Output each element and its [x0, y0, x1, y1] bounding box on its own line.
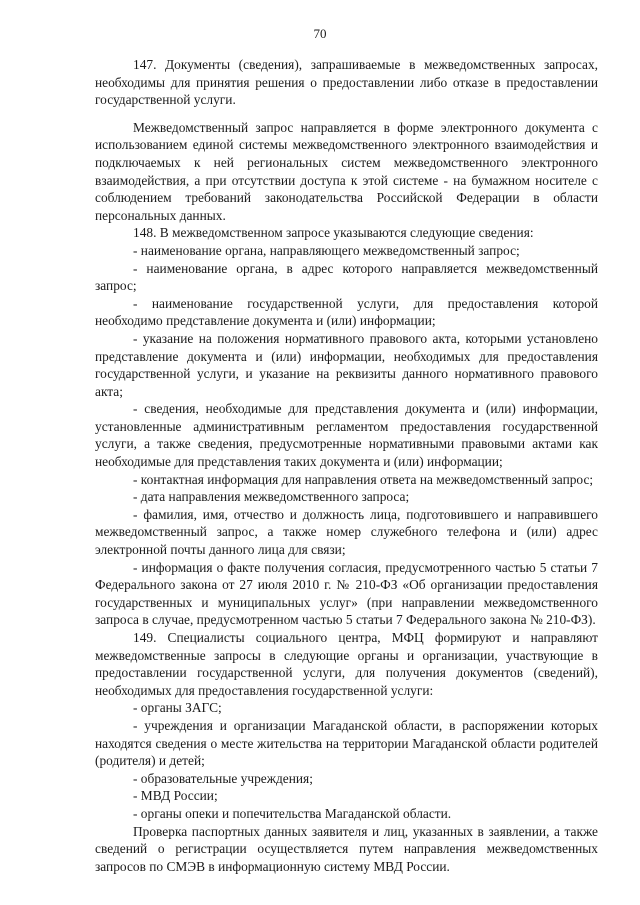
paragraph: - информация о факте получения согласия, предусмотренного частью 5 статьи 7 Федерального закона от 27 июля 2010 г. № 210-ФЗ «Об организации предоставления государственных и муниципальных услуг» (при направлении межведомственного запроса в случае, предусмотренном частью 5 статьи 7 Федерального закона № 210-ФЗ).	[95, 559, 598, 628]
paragraph: - МВД России;	[133, 788, 218, 804]
paragraph: 149. Специалисты социального центра, МФЦ формируют и направляют межведомственные запросы в следующие органы и организации, участвующие в предоставлении государственной услуги, для получения документов (сведений), необходимых для предоставления государственной услуги:	[95, 630, 598, 698]
paragraph: - сведения, необходимые для представления документа и (или) информации, установленные административным регламентом предоставления государственной услуги, а также сведения, предусмотренные нормативными правовыми актами как необходимые для представления таких документа и (или) информации;	[95, 401, 598, 470]
paragraph: - дата направления межведомственного запроса;	[133, 489, 410, 505]
paragraph: 148. В межведомственном запросе указываются следующие сведения:	[133, 225, 534, 241]
paragraph: - наименование органа, в адрес которого направляется межведомственный запрос;	[95, 260, 598, 294]
paragraph: - учреждения и организации Магаданской области, в распоряжении которых находятся сведения о месте жительства на территории Магаданской области родителей (родителя) и детей;	[95, 717, 598, 769]
paragraph: - органы ЗАГС;	[133, 700, 222, 716]
paragraph: - наименование органа, направляющего межведомственный запрос;	[133, 242, 520, 258]
paragraph: - образовательные учреждения;	[133, 770, 313, 786]
paragraph: Проверка паспортных данных заявителя и лиц, указанных в заявлении, а также сведений о регистрации осуществляется путем направления межведомственных запросов по СМЭВ в информационную систему МВД России.	[95, 823, 598, 874]
page-number: 70	[313, 26, 327, 41]
paragraph: 147. Документы (сведения), запрашиваемые в межведомственных запросах, необходимы для принятия решения о предоставлении либо отказе в предоставлении государственной услуги.	[95, 57, 598, 108]
paragraph: - фамилия, имя, отчество и должность лица, подготовившего и направившего межведомственный запрос, а также номер служебного телефона и (или) адрес электронной почты данного лица для связи;	[95, 506, 598, 558]
paragraph: - наименование государственной услуги, для предоставления которой необходимо представление документа и (или) информации;	[95, 295, 598, 329]
paragraph: - контактная информация для направления ответа на межведомственный запрос;	[133, 471, 594, 487]
document-body	[95, 46, 598, 875]
paragraph: - органы опеки и попечительства Магаданской области.	[133, 805, 452, 821]
paragraph: - указание на положения нормативного правового акта, которыми установлено представление документа и (или) информации, необходимых для предоставления государственной услуги, и указание на реквизиты данного нормативного правового акта;	[95, 330, 598, 399]
paragraph: Межведомственный запрос направляется в форме электронного документа с использованием единой системы межведомственного электронного взаимодействия и подключаемых к ней региональных систем межведомственного электронного взаимодействия, а при отсутствии доступа к этой системе - на бумажном носителе с соблюдением требований законодательства Российской Федерации в области персональных данных.	[95, 119, 598, 223]
